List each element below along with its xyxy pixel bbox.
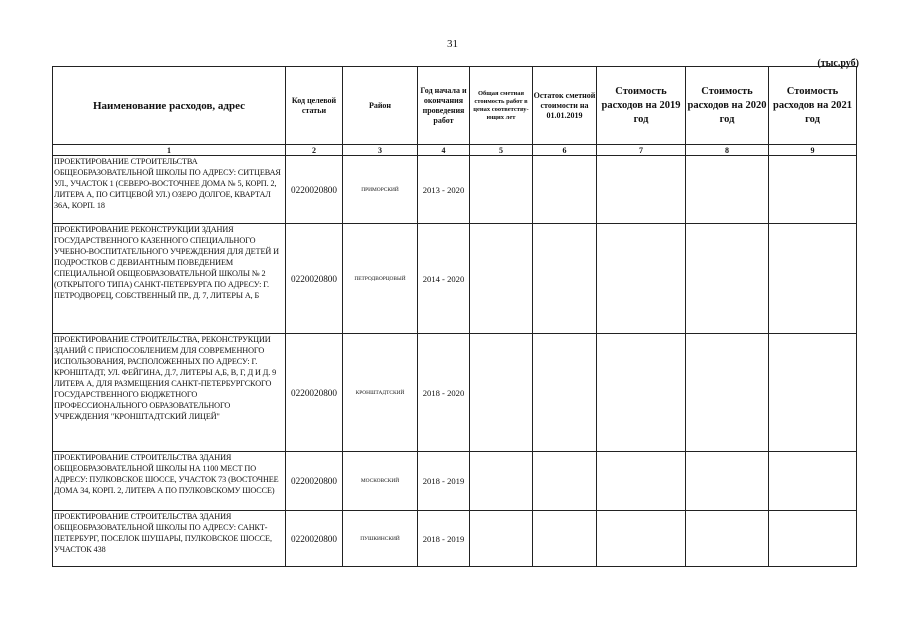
col-number: 6 [533,145,597,156]
row-total-cost [470,511,533,567]
table-row [53,224,857,334]
row-cost-2019 [597,511,686,567]
row-total-cost [470,224,533,334]
row-cost-2019 [597,156,686,224]
row-remaining-cost [533,452,597,511]
col-number: 2 [286,145,343,156]
col-header-total-cost: Общая сметная стоимость работ в ценах соответству-ющих лет [470,67,533,145]
row-total-cost [470,334,533,452]
row-remaining-cost [533,511,597,567]
row-cost-2020 [686,511,769,567]
row-remaining-cost [533,156,597,224]
col-number: 4 [418,145,470,156]
row-code: 0220020800 [286,224,343,334]
row-cost-2020 [686,224,769,334]
row-name: ПРОЕКТИРОВАНИЕ СТРОИТЕЛЬСТВА ЗДАНИЯ ОБЩЕОБРАЗОВАТЕЛЬНОЙ ШКОЛЫ ПО АДРЕСУ: САНКТ-ПЕТЕРБУРГ, ПОСЕЛОК ШУШАРЫ, ПУЛКОВСКОЕ ШОССЕ, УЧАСТОК 438 [53,511,286,567]
col-header-cost-2021: Стоимость расходов на 2021 год [769,67,857,145]
col-header-district: Район [343,67,418,145]
row-years: 2018 - 2019 [418,452,470,511]
row-years: 2018 - 2020 [418,334,470,452]
row-remaining-cost [533,224,597,334]
table-row [53,156,857,224]
page-number: 31 [447,38,458,50]
row-district: ПРИМОРСКИЙ [343,156,418,224]
row-remaining-cost [533,334,597,452]
row-cost-2020 [686,452,769,511]
column-number-row [53,145,857,156]
row-cost-2021 [769,156,857,224]
row-district: ПЕТРОДВОРЦОВЫЙ [343,224,418,334]
col-number: 5 [470,145,533,156]
row-years: 2013 - 2020 [418,156,470,224]
col-header-cost-2019: Стоимость расходов на 2019 год [597,67,686,145]
row-district: МОСКОВСКИЙ [343,452,418,511]
row-total-cost [470,156,533,224]
row-district: ПУШКИНСКИЙ [343,511,418,567]
col-number: 8 [686,145,769,156]
row-cost-2019 [597,452,686,511]
row-name: ПРОЕКТИРОВАНИЕ РЕКОНСТРУКЦИИ ЗДАНИЯ ГОСУДАРСТВЕННОГО КАЗЕННОГО СПЕЦИАЛЬНОГО УЧЕБНО-ВОСПИТАТЕЛЬНОГО УЧРЕЖДЕНИЯ ДЛЯ ДЕТЕЙ И ПОДРОСТКОВ С ДЕВИАНТНЫМ ПОВЕДЕНИЕМ СПЕЦИАЛЬНОЙ ОБЩЕОБРАЗОВАТЕЛЬНОЙ ШКОЛЫ № 2 (ОТКРЫТОГО ТИПА) САНКТ-ПЕТЕРБУРГА ПО АДРЕСУ: Г. ПЕТРОДВОРЕЦ, СОБСТВЕННЫЙ ПР., Д. 7, ЛИТЕРЫ А, Б [53,224,286,334]
row-cost-2021 [769,224,857,334]
units-label: (тыс.руб) [817,58,859,69]
col-number: 7 [597,145,686,156]
row-years: 2018 - 2019 [418,511,470,567]
row-code: 0220020800 [286,156,343,224]
header-row [53,67,857,145]
row-cost-2021 [769,334,857,452]
col-header-name: Наименование расходов, адрес [53,67,286,145]
table-row [53,334,857,452]
col-number: 1 [53,145,286,156]
row-name: ПРОЕКТИРОВАНИЕ СТРОИТЕЛЬСТВА ОБЩЕОБРАЗОВАТЕЛЬНОЙ ШКОЛЫ ПО АДРЕСУ: СИТЦЕВАЯ УЛ., УЧАСТОК 1 (СЕВЕРО-ВОСТОЧНЕЕ ДОМА № 5, КОРП. 2, ЛИТЕРА А, ПО СИТЦЕВОЙ УЛ.) ОЗЕРО ДОЛГОЕ, КВАРТАЛ 36А, КОРП. 18 [53,156,286,224]
col-header-remaining-cost: Остаток сметной стоимости на 01.01.2019 [533,67,597,145]
row-code: 0220020800 [286,334,343,452]
expenses-table [52,66,857,567]
row-name: ПРОЕКТИРОВАНИЕ СТРОИТЕЛЬСТВА ЗДАНИЯ ОБЩЕОБРАЗОВАТЕЛЬНОЙ ШКОЛЫ НА 1100 МЕСТ ПО АДРЕСУ: ПУЛКОВСКОЕ ШОССЕ, УЧАСТОК 73 (ВОСТОЧНЕЕ ДОМА 34, КОРП. 2, ЛИТЕРА А ПО ПУЛКОВСКОМУ ШОССЕ) [53,452,286,511]
row-cost-2021 [769,511,857,567]
row-code: 0220020800 [286,452,343,511]
col-number: 3 [343,145,418,156]
row-cost-2021 [769,452,857,511]
table-row [53,511,857,567]
col-header-code: Код целевой статьи [286,67,343,145]
table-row [53,452,857,511]
row-cost-2019 [597,334,686,452]
col-number: 9 [769,145,857,156]
col-header-cost-2020: Стоимость расходов на 2020 год [686,67,769,145]
row-cost-2020 [686,156,769,224]
row-cost-2020 [686,334,769,452]
col-header-years: Год начала и окончания проведения работ [418,67,470,145]
row-cost-2019 [597,224,686,334]
row-code: 0220020800 [286,511,343,567]
row-name: ПРОЕКТИРОВАНИЕ СТРОИТЕЛЬСТВА, РЕКОНСТРУКЦИИ ЗДАНИЙ С ПРИСПОСОБЛЕНИЕМ ДЛЯ СОВРЕМЕННОГО ИСПОЛЬЗОВАНИЯ, РАСПОЛОЖЕННЫХ ПО АДРЕСУ: Г. КРОНШТАДТ, УЛ. ФЕЙГИНА, Д.7, ЛИТЕРЫ А,Б, В, Г, Д И Д. 9 ЛИТЕРА А, ДЛЯ РАЗМЕЩЕНИЯ САНКТ-ПЕТЕРБУРГСКОГО ГОСУДАРСТВЕННОГО БЮДЖЕТНОГО ПРОФЕССИОНАЛЬНОГО ОБРАЗОВАТЕЛЬНОГО УЧРЕЖДЕНИЯ "КРОНШТАДТСКИЙ ЛИЦЕЙ" [53,334,286,452]
row-total-cost [470,452,533,511]
row-years: 2014 - 2020 [418,224,470,334]
row-district: КРОНШТАДТСКИЙ [343,334,418,452]
